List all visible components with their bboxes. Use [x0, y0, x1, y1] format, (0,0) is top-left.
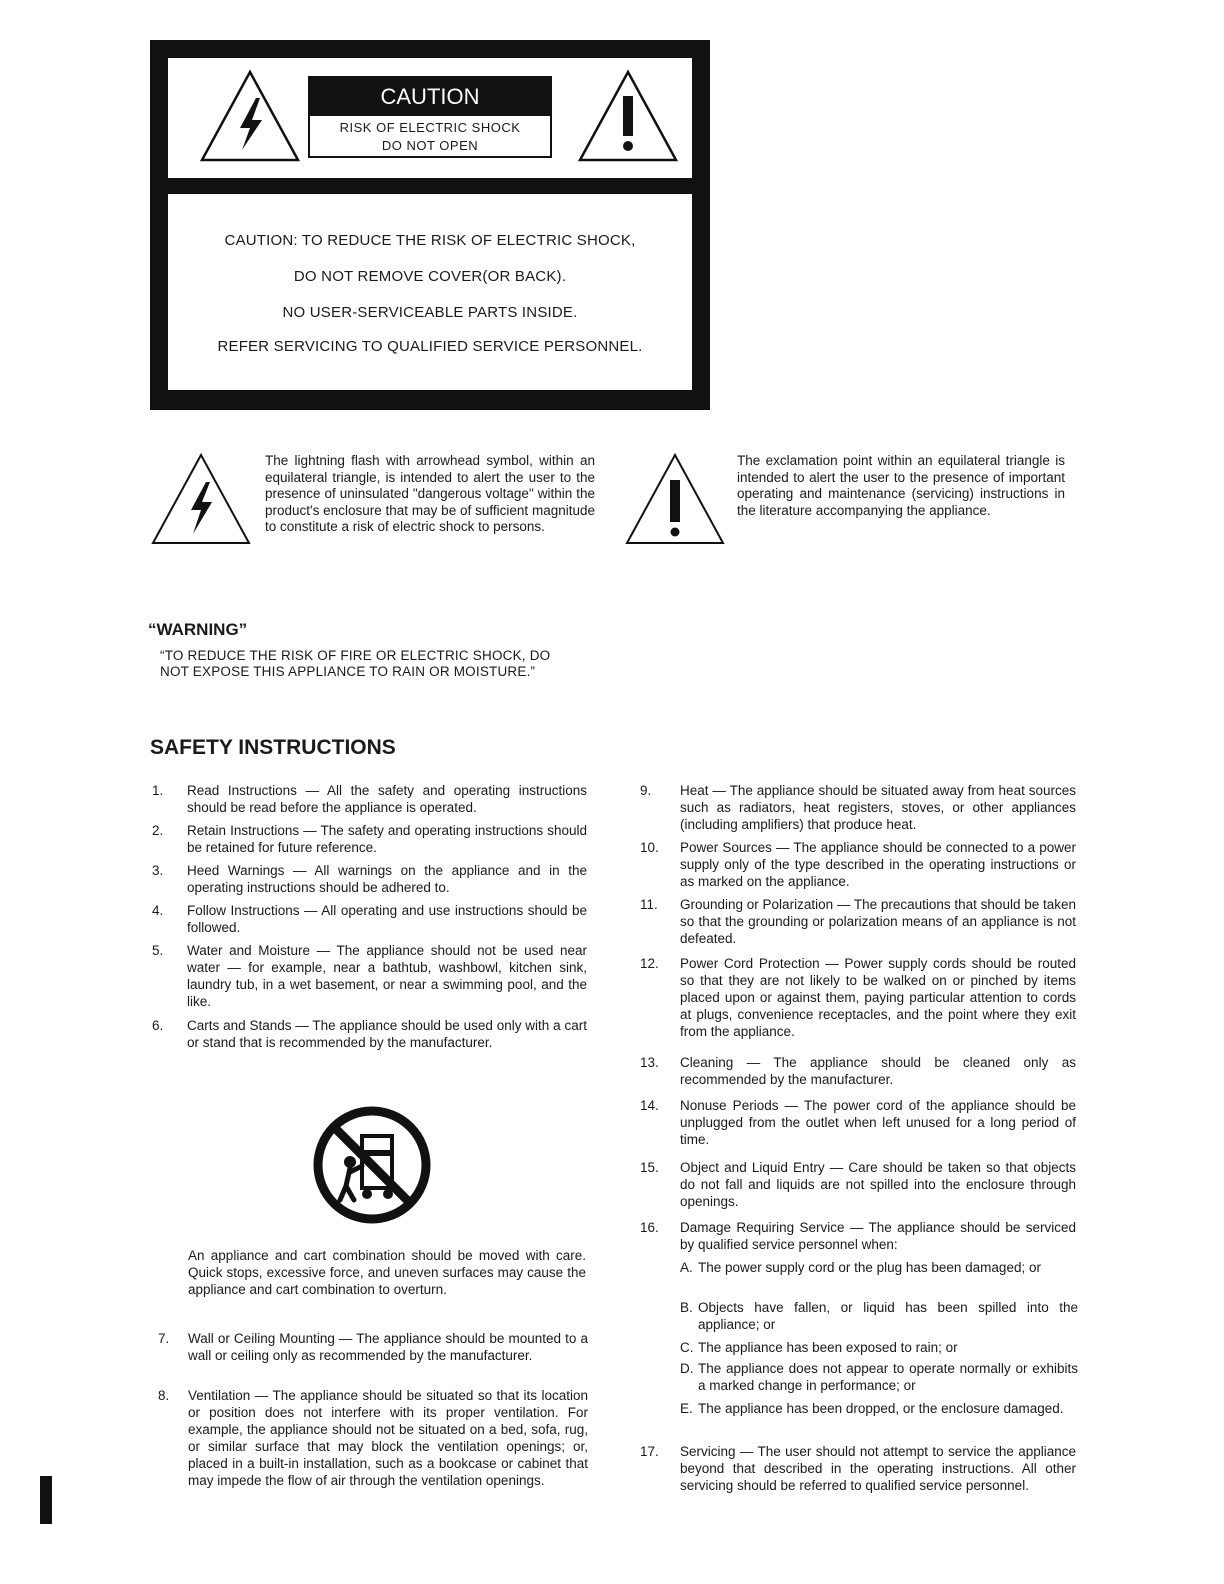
item-number: 12.	[640, 956, 659, 971]
item-text: Power Cord Protection — Power supply cords should be routed so that they are not likely to be walked on or pinched by items placed upon or against them, paying particular attention to cords at plugs, convenience receptacles, and the point where they exit from the appliance.	[680, 956, 1076, 1039]
item-text: Wall or Ceiling Mounting — The appliance should be mounted to a wall or ceiling only as recommended by the manufacturer.	[188, 1331, 588, 1363]
lightning-symbol-icon	[150, 452, 252, 546]
item-text: Ventilation — The appliance should be situated so that its location or position does not interfere with its proper ventilation. For example, the appliance should not be situated on a bed, sofa, rug, or similar surface that may block the ventilation openings; or, placed in a built-in installation, such as a bookcase or cabinet that may impede the flow of air through the ventilation openings.	[188, 1388, 588, 1488]
item-number: 13.	[640, 1055, 659, 1070]
item-text: Object and Liquid Entry — Care should be taken so that objects do not fall and liquids are not spilled into the enclosure through openings.	[680, 1160, 1076, 1209]
item-text: Power Sources — The appliance should be connected to a power supply only of the type described in the operating instructions or as marked on the appliance.	[680, 840, 1076, 889]
item-number: 6.	[152, 1018, 164, 1033]
page-edge-tab	[40, 1476, 52, 1524]
item-text: Read Instructions — All the safety and operating instructions should be read before the appliance is operated.	[187, 783, 587, 815]
caution-line-2: DO NOT REMOVE COVER(OR BACK).	[293, 268, 567, 285]
sub-letter: A.	[680, 1260, 693, 1275]
caution-statement-panel	[168, 194, 692, 390]
item-number: 15.	[640, 1160, 659, 1175]
caution-label-panel	[168, 58, 692, 178]
item-number: 17.	[640, 1444, 659, 1459]
cart-warning-icon	[312, 1106, 432, 1224]
caution-label	[308, 76, 552, 158]
safety-instructions-heading: SAFETY INSTRUCTIONS	[150, 736, 396, 759]
warning-heading: “WARNING”	[148, 620, 248, 639]
sub-text: The appliance does not appear to operate normally or exhibits a marked change in performance; or	[698, 1361, 1078, 1393]
item-number: 7.	[158, 1331, 170, 1346]
sub-text: The appliance has been exposed to rain; or	[698, 1340, 958, 1355]
item-text: Heat — The appliance should be situated away from heat sources such as radiators, heat registers, stoves, or other appliances (including amplifiers) that produce heat.	[680, 783, 1076, 832]
cart-caption: An appliance and cart combination should be moved with care. Quick stops, excessive force, and uneven surfaces may cause the appliance and cart combination to overturn.	[188, 1248, 586, 1297]
caution-label-line1: RISK OF ELECTRIC SHOCK	[339, 120, 521, 135]
item-number: 4.	[152, 903, 164, 918]
item-number: 2.	[152, 823, 164, 838]
caution-line-1: CAUTION: TO REDUCE THE RISK OF ELECTRIC SHOCK,	[224, 232, 636, 249]
item-number: 11.	[640, 897, 658, 912]
sub-text: Objects have fallen, or liquid has been spilled into the appliance; or	[698, 1300, 1078, 1332]
exclamation-warning-icon	[576, 68, 680, 164]
item-text: Follow Instructions — All operating and use instructions should be followed.	[187, 903, 587, 935]
sub-text: The power supply cord or the plug has been damaged; or	[698, 1260, 1041, 1275]
item-number: 8.	[158, 1388, 170, 1403]
exclamation-symbol-icon	[624, 452, 726, 546]
sub-letter: D.	[680, 1361, 694, 1376]
item-text: Water and Moisture — The appliance should not be used near water — for example, near a bathtub, washbowl, kitchen sink, laundry tub, in a wet basement, or near a swimming pool, and the like.	[187, 943, 587, 1009]
item-number: 14.	[640, 1098, 659, 1113]
item-number: 3.	[152, 863, 164, 878]
caution-line-3: NO USER-SERVICEABLE PARTS INSIDE.	[282, 304, 578, 321]
caution-label-header: CAUTION	[310, 78, 550, 116]
exclamation-symbol-description: The exclamation point within an equilateral triangle is intended to alert the user to the presence of important operating and maintenance (servicing) instructions in the literature accompanying the appliance.	[737, 453, 1065, 518]
sub-letter: B.	[680, 1300, 693, 1315]
item-text: Damage Requiring Service — The appliance should be serviced by qualified service personnel when:	[680, 1220, 1076, 1252]
item-number: 1.	[152, 783, 164, 798]
item-text: Servicing — The user should not attempt to service the appliance beyond that described in the operating instructions. All other servicing should be referred to qualified service personnel.	[680, 1444, 1076, 1493]
lightning-warning-icon	[198, 68, 302, 164]
caution-line-4: REFER SERVICING TO QUALIFIED SERVICE PERSONNEL.	[217, 338, 643, 355]
item-number: 9.	[640, 783, 652, 798]
item-text: Nonuse Periods — The power cord of the appliance should be unplugged from the outlet when left unused for a long period of time.	[680, 1098, 1076, 1147]
item-text: Cleaning — The appliance should be cleaned only as recommended by the manufacturer.	[680, 1055, 1076, 1087]
item-text: Grounding or Polarization — The precautions that should be taken so that the grounding or polarization means of an appliance is not defeated.	[680, 897, 1076, 946]
sub-letter: E.	[680, 1401, 693, 1416]
item-number: 10.	[640, 840, 659, 855]
lightning-symbol-description: The lightning flash with arrowhead symbol, within an equilateral triangle, is intended to alert the user to the presence of uninsulated "dangerous voltage" within the product's enclosure that may be of sufficient magnitude to constitute a risk of electric shock to persons.	[265, 453, 595, 534]
item-text: Retain Instructions — The safety and operating instructions should be retained for future reference.	[187, 823, 587, 855]
item-number: 16.	[640, 1220, 659, 1235]
item-text: Heed Warnings — All warnings on the appliance and in the operating instructions should be adhered to.	[187, 863, 587, 895]
caution-box	[150, 40, 710, 410]
item-number: 5.	[152, 943, 164, 958]
caution-label-line2: DO NOT OPEN	[381, 138, 479, 153]
item-text: Carts and Stands — The appliance should be used only with a cart or stand that is recommended by the manufacturer.	[187, 1018, 587, 1050]
sub-letter: C.	[680, 1340, 694, 1355]
warning-text: “TO REDUCE THE RISK OF FIRE OR ELECTRIC SHOCK, DO NOT EXPOSE THIS APPLIANCE TO RAIN OR MOISTURE.”	[160, 648, 551, 679]
sub-text: The appliance has been dropped, or the enclosure damaged.	[698, 1401, 1064, 1416]
